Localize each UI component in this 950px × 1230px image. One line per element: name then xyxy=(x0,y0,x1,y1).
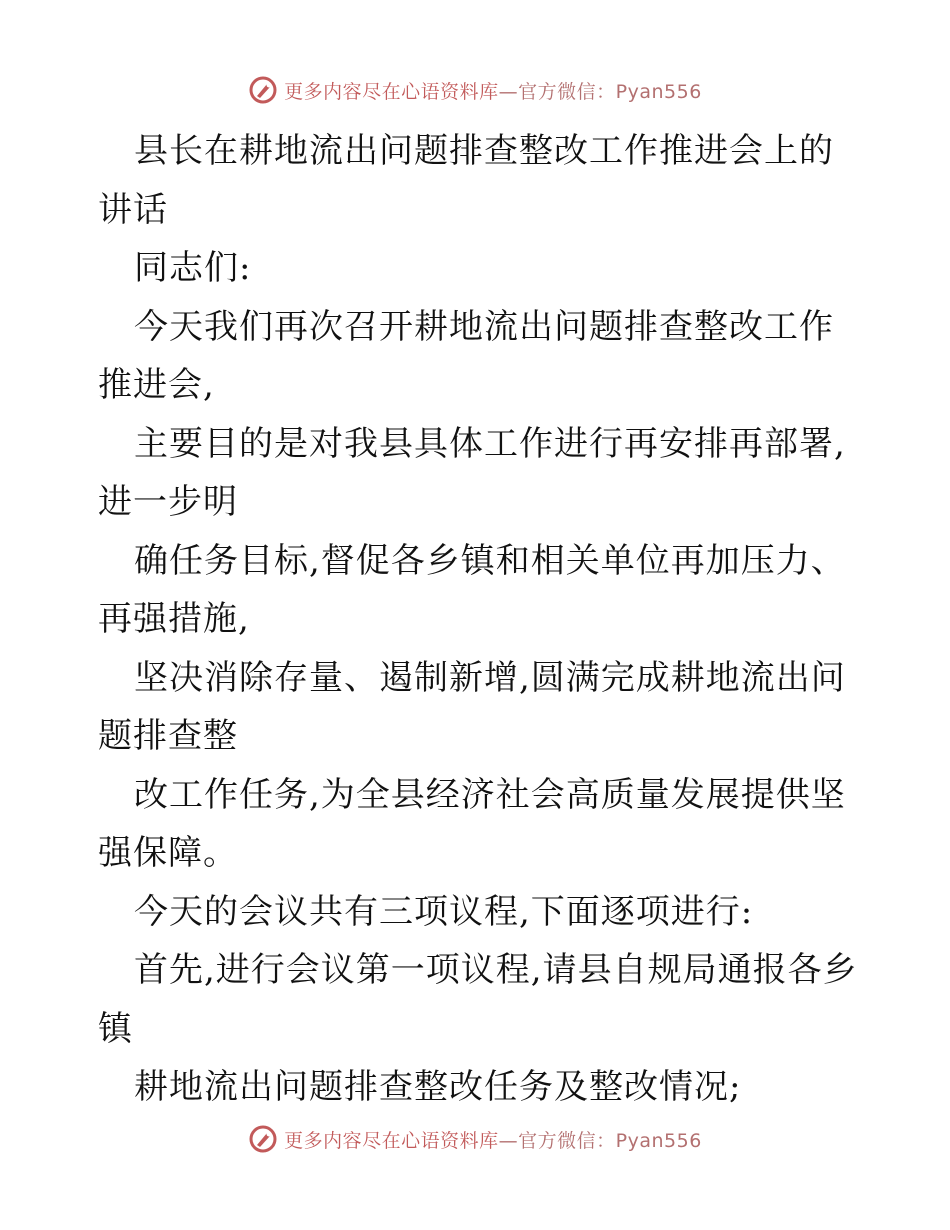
watermark-brand: 更多内容尽在心语资料库 xyxy=(284,80,499,103)
watermark-brand: 更多内容尽在心语资料库 xyxy=(284,1129,499,1152)
watermark-contact: —官方微信：Pyan556 xyxy=(498,1129,702,1152)
header-watermark xyxy=(0,70,950,110)
paragraph: 确任务目标,督促各乡镇和相关单位再加压力、再强措施, xyxy=(98,540,846,639)
paragraph: 首先,进行会议第一项议程,请县自规局通报各乡镇 xyxy=(98,950,858,1049)
pen-nib-circle-icon xyxy=(248,1124,278,1154)
paragraph: 坚决消除存量、遏制新增,圆满完成耕地流出问题排查整 xyxy=(98,657,846,756)
paragraph: 今天的会议共有三项议程,下面逐项进行: xyxy=(134,891,754,932)
paragraph: 耕地流出问题排查整改任务及整改情况; xyxy=(134,1067,742,1107)
document-body xyxy=(98,122,858,1117)
paragraph: 主要目的是对我县具体工作进行再安排再部署,进一步明 xyxy=(98,423,846,522)
salutation: 同志们: xyxy=(134,248,252,288)
document-title: 县长在耕地流出问题排查整改工作推进会上的讲话 xyxy=(98,131,834,230)
footer-watermark xyxy=(0,1119,950,1159)
pen-nib-circle-icon xyxy=(248,75,278,105)
watermark-contact: —官方微信：Pyan556 xyxy=(498,80,702,103)
paragraph: 今天我们再次召开耕地流出问题排查整改工作推进会, xyxy=(98,306,834,405)
paragraph: 改工作任务,为全县经济社会高质量发展提供坚强保障。 xyxy=(98,774,846,873)
